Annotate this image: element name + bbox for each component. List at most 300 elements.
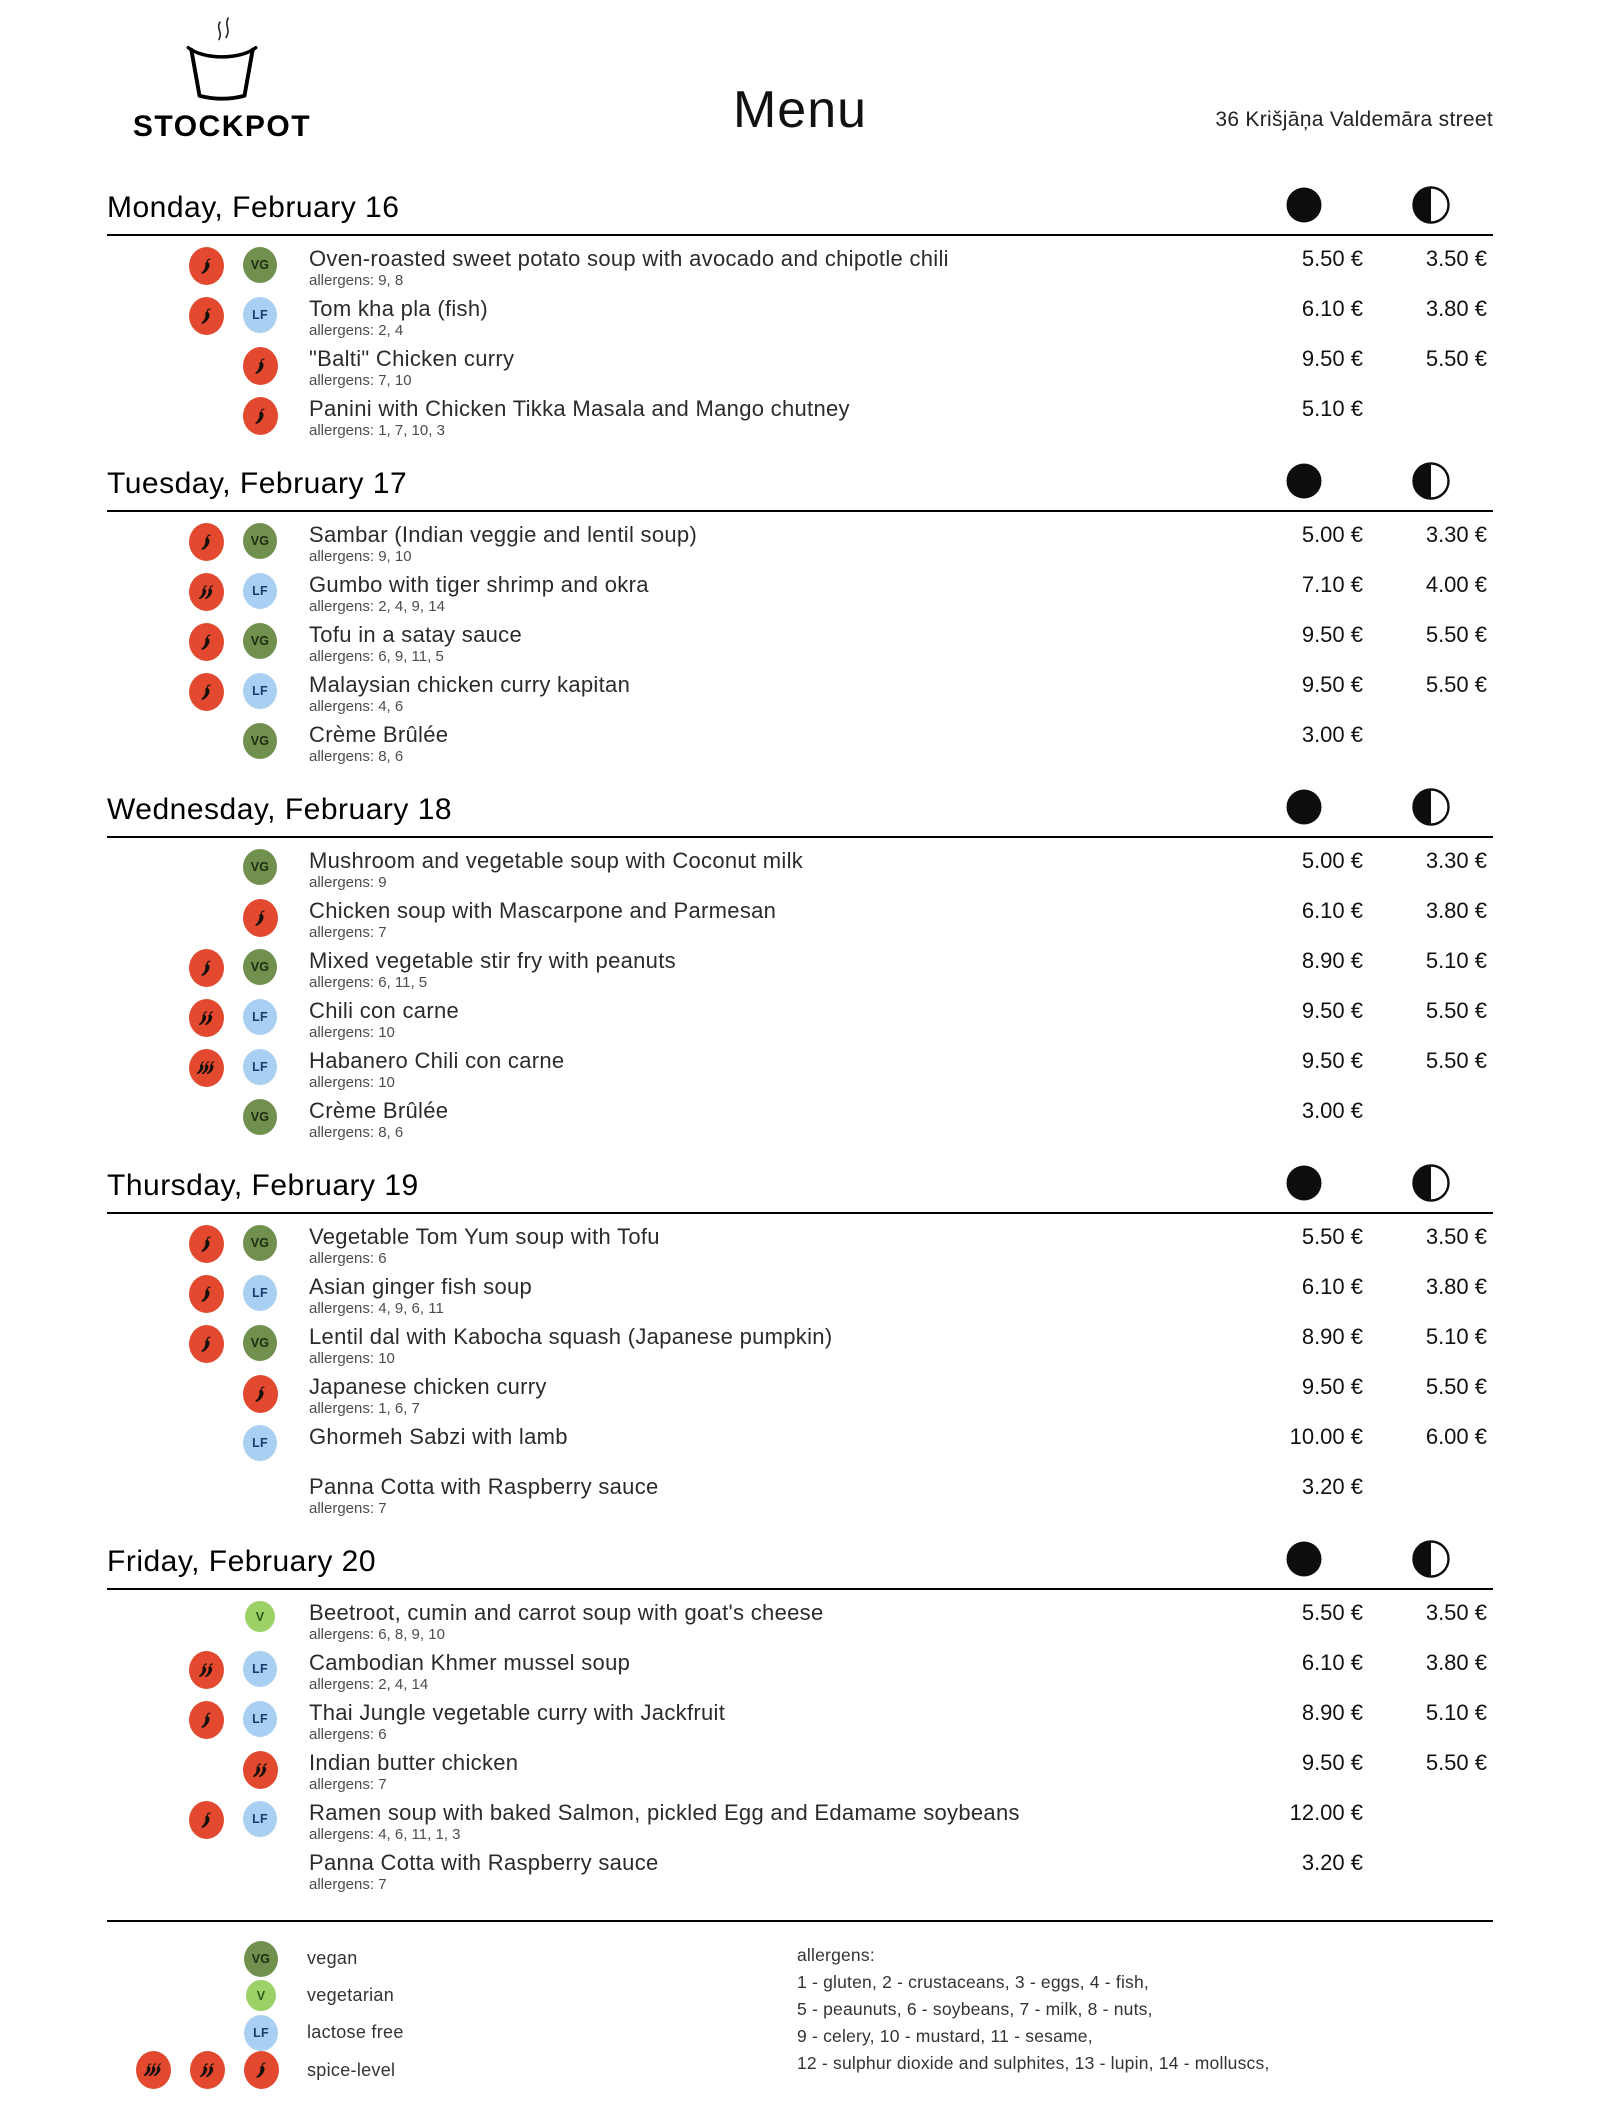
legend-row: [107, 2014, 797, 2051]
spice-icon-cell: [179, 1800, 233, 1844]
stockpot-logo-icon: [107, 16, 337, 108]
day-header: [107, 462, 1493, 512]
indent-spacer: [107, 948, 179, 992]
spice-level-1-icon: [189, 523, 224, 561]
item-price-full: 6.10 €: [1301, 1274, 1363, 1299]
item-price-full: 10.00 €: [1289, 1424, 1363, 1449]
item-price-full: 8.90 €: [1301, 1324, 1363, 1349]
day-items: [107, 512, 1493, 766]
menu-item-row: [107, 1374, 1493, 1418]
item-price-full: 8.90 €: [1301, 1700, 1363, 1725]
diet-legend: [107, 1940, 797, 2089]
half-portion-cell: [1369, 788, 1493, 831]
diet-icon-cell: [233, 1424, 287, 1468]
menu-item-row: [107, 1800, 1493, 1844]
legend-icon-cell: [234, 2015, 288, 2051]
item-price-full: 5.50 €: [1301, 1600, 1363, 1625]
day-section: [107, 1540, 1493, 1894]
item-text: [287, 948, 1239, 992]
item-text: [287, 1424, 1239, 1468]
menu-item-row: [107, 722, 1493, 766]
item-name: Habanero Chili con carne: [309, 1048, 565, 1073]
indent-spacer: [107, 622, 179, 666]
item-price-full: 5.10 €: [1301, 396, 1363, 421]
vegan-icon: VG: [243, 523, 277, 559]
allergen-legend-line: 5 - peaunuts, 6 - soybeans, 7 - milk, 8 - nuts,: [797, 1999, 1153, 2019]
spice-level-1-icon: [243, 1375, 278, 1413]
diet-icon-cell: [233, 998, 287, 1042]
spice-level-1-icon: [189, 1701, 224, 1739]
vegan-icon: VG: [243, 1225, 277, 1261]
item-text: [287, 1474, 1239, 1518]
lactose-free-icon: LF: [243, 297, 277, 333]
item-price-full: 8.90 €: [1301, 948, 1363, 973]
item-price-full: 7.10 €: [1301, 572, 1363, 597]
item-allergens: allergens: 2, 4, 9, 14: [309, 598, 445, 615]
indent-spacer: [107, 572, 179, 616]
item-name: Crème Brûlée: [309, 722, 449, 747]
item-price-half: 6.00 €: [1425, 1424, 1487, 1449]
vegan-icon: VG: [243, 849, 277, 885]
item-price-full: 6.10 €: [1301, 898, 1363, 923]
item-price-half: 4.00 €: [1425, 572, 1487, 597]
diet-icon-cell: [233, 346, 287, 390]
spice-icon-cell: [179, 1850, 233, 1894]
lactose-free-icon: LF: [243, 1049, 277, 1085]
indent-spacer: [107, 848, 179, 892]
menu-item-row: [107, 396, 1493, 440]
vegan-icon: VG: [243, 1325, 277, 1361]
day-title: Tuesday, February 17: [107, 466, 408, 500]
item-allergens: allergens: 7, 10: [309, 372, 412, 389]
menu-item-row: [107, 296, 1493, 340]
indent-spacer: [107, 246, 179, 290]
lactose-free-icon: LF: [243, 1701, 277, 1737]
spice-icon-cell: [179, 1274, 233, 1318]
item-allergens: allergens: 2, 4: [309, 322, 404, 339]
day-items: [107, 1590, 1493, 1894]
item-price-half: 5.10 €: [1425, 1324, 1487, 1349]
full-portion-circle-icon: [1285, 1164, 1323, 1207]
menu-item-row: [107, 1424, 1493, 1468]
item-price-half: 5.50 €: [1425, 1374, 1487, 1399]
item-text: [287, 1048, 1239, 1092]
item-name: Crème Brûlée: [309, 1098, 449, 1123]
diet-icon-cell: [233, 246, 287, 290]
vegetarian-icon: V: [245, 1601, 275, 1632]
item-name: Vegetable Tom Yum soup with Tofu: [309, 1224, 660, 1249]
spice-icon-cell: [179, 1650, 233, 1694]
indent-spacer: [107, 346, 179, 390]
item-allergens: allergens: 6: [309, 1250, 387, 1267]
item-text: [287, 522, 1239, 566]
item-price-half: [1369, 722, 1493, 766]
item-price-half: 5.50 €: [1425, 622, 1487, 647]
day-items: [107, 236, 1493, 440]
item-name: Oven-roasted sweet potato soup with avocado and chipotle chili: [309, 246, 949, 271]
day-title: Friday, February 20: [107, 1544, 377, 1578]
item-text: [287, 246, 1239, 290]
item-text: [287, 1650, 1239, 1694]
item-allergens: allergens: 8, 6: [309, 748, 404, 765]
diet-icon-cell: [233, 722, 287, 766]
diet-icon-cell: [233, 1850, 287, 1894]
item-price-half: [1369, 1850, 1493, 1894]
item-allergens: allergens: 4, 9, 6, 11: [309, 1300, 444, 1317]
days-list: [107, 186, 1493, 1894]
legend-icon-cell: [234, 1941, 288, 1977]
full-portion-circle-icon: [1285, 1540, 1323, 1583]
item-allergens: allergens: 7: [309, 1876, 387, 1893]
lactose-free-icon: LF: [243, 1651, 277, 1687]
spice-level-2-icon: [190, 2051, 225, 2089]
half-portion-cell: [1369, 1164, 1493, 1207]
item-price-half: [1369, 1800, 1493, 1844]
indent-spacer: [107, 1374, 179, 1418]
diet-icon-cell: [233, 848, 287, 892]
spice-icon-cell: [179, 1474, 233, 1518]
item-text: [287, 1750, 1239, 1794]
spice-level-2-icon: [189, 1651, 224, 1689]
item-allergens: allergens: 4, 6, 11, 1, 3: [309, 1826, 461, 1843]
spice-icon-cell: [179, 1048, 233, 1092]
diet-icon-cell: [233, 1324, 287, 1368]
spice-icon-cell: [179, 1750, 233, 1794]
legend-icon-cell: [234, 2051, 288, 2089]
spice-level-3-icon: [189, 1049, 224, 1087]
vegetarian-icon: V: [246, 1980, 276, 2011]
allergen-legend-title: allergens:: [797, 1945, 875, 1965]
item-price-half: 3.30 €: [1425, 848, 1487, 873]
half-portion-circle-icon: [1412, 462, 1450, 505]
item-price-full: 5.50 €: [1301, 246, 1363, 271]
item-text: [287, 1600, 1239, 1644]
half-portion-cell: [1369, 1540, 1493, 1583]
indent-spacer: [107, 722, 179, 766]
item-name: Chili con carne: [309, 998, 460, 1023]
item-allergens: allergens: 4, 6: [309, 698, 404, 715]
spice-level-1-icon: [189, 949, 224, 987]
item-price-half: 5.50 €: [1425, 672, 1487, 697]
diet-icon-cell: [233, 1224, 287, 1268]
spice-level-3-icon: [136, 2051, 171, 2089]
item-name: Ghormeh Sabzi with lamb: [309, 1424, 568, 1449]
allergen-legend-lines: [797, 1969, 1493, 2077]
item-price-full: 5.00 €: [1301, 848, 1363, 873]
legend-row: [107, 1977, 797, 2014]
diet-icon-cell: [233, 396, 287, 440]
spice-level-2-icon: [243, 1751, 278, 1789]
spice-icon-cell: [179, 848, 233, 892]
indent-spacer: [107, 396, 179, 440]
vegan-icon: VG: [243, 1099, 277, 1135]
menu-item-row: [107, 1750, 1493, 1794]
day-header: [107, 186, 1493, 236]
diet-icon-cell: [233, 1650, 287, 1694]
legend-icon-cell: [234, 1980, 288, 2011]
item-price-half: 3.50 €: [1425, 1224, 1487, 1249]
indent-spacer: [107, 296, 179, 340]
item-text: [287, 346, 1239, 390]
item-name: Ramen soup with baked Salmon, pickled Egg and Edamame soybeans: [309, 1800, 1020, 1825]
item-allergens: allergens: 7: [309, 1776, 387, 1793]
menu-item-row: [107, 1650, 1493, 1694]
item-name: Beetroot, cumin and carrot soup with goat's cheese: [309, 1600, 824, 1625]
item-name: Thai Jungle vegetable curry with Jackfruit: [309, 1700, 726, 1725]
menu-item-row: [107, 1700, 1493, 1744]
item-name: Chicken soup with Mascarpone and Parmesan: [309, 898, 777, 923]
item-price-full: 9.50 €: [1301, 672, 1363, 697]
legend-row: [107, 2051, 797, 2089]
item-price-half: 3.80 €: [1425, 1650, 1487, 1675]
diet-icon-cell: [233, 1800, 287, 1844]
lactose-free-icon: LF: [243, 1275, 277, 1311]
menu-item-row: [107, 948, 1493, 992]
spice-level-2-icon: [189, 999, 224, 1037]
item-price-half: 5.50 €: [1425, 1750, 1487, 1775]
full-portion-cell: [1239, 462, 1369, 505]
diet-icon-cell: [233, 1048, 287, 1092]
item-price-half: 3.80 €: [1425, 898, 1487, 923]
item-allergens: allergens: 1, 6, 7: [309, 1400, 420, 1417]
indent-spacer: [107, 1750, 179, 1794]
diet-icon-cell: [233, 522, 287, 566]
item-price-full: 5.00 €: [1301, 522, 1363, 547]
menu-item-row: [107, 622, 1493, 666]
diet-icon-cell: [233, 572, 287, 616]
spice-icon-cell: [179, 1700, 233, 1744]
item-name: Lentil dal with Kabocha squash (Japanese pumpkin): [309, 1324, 833, 1349]
item-price-half: 5.50 €: [1425, 346, 1487, 371]
spice-icon-cell: [179, 346, 233, 390]
allergen-legend-line: 1 - gluten, 2 - crustaceans, 3 - eggs, 4 - fish,: [797, 1972, 1149, 1992]
vegan-icon: VG: [243, 949, 277, 985]
item-text: [287, 1374, 1239, 1418]
diet-icon-cell: [233, 1474, 287, 1518]
indent-spacer: [107, 1224, 179, 1268]
legend-icon-cell: [126, 2051, 180, 2089]
menu-item-row: [107, 1224, 1493, 1268]
legend-icon-cell: [180, 2051, 234, 2089]
item-text: [287, 1850, 1239, 1894]
item-name: Panna Cotta with Raspberry sauce: [309, 1850, 659, 1875]
item-allergens: allergens: 6, 9, 11, 5: [309, 648, 444, 665]
spice-icon-cell: [179, 1098, 233, 1142]
item-allergens: allergens: 10: [309, 1350, 395, 1367]
item-allergens: [309, 1450, 1239, 1468]
item-price-half: [1369, 1474, 1493, 1518]
diet-icon-cell: [233, 1600, 287, 1644]
lactose-free-icon: LF: [243, 673, 277, 709]
menu-item-row: [107, 246, 1493, 290]
full-portion-cell: [1239, 186, 1369, 229]
item-price-full: 9.50 €: [1301, 1750, 1363, 1775]
item-name: Malaysian chicken curry kapitan: [309, 672, 631, 697]
brand-name: STOCKPOT: [132, 110, 312, 143]
spice-icon-cell: [179, 1424, 233, 1468]
lactose-free-icon: LF: [243, 1801, 277, 1837]
spice-icon-cell: [179, 898, 233, 942]
lactose-free-icon: LF: [243, 573, 277, 609]
vegan-icon: VG: [243, 623, 277, 659]
indent-spacer: [107, 1474, 179, 1518]
item-price-half: 3.50 €: [1425, 1600, 1487, 1625]
day-header: [107, 1540, 1493, 1590]
indent-spacer: [107, 1324, 179, 1368]
indent-spacer: [107, 1098, 179, 1142]
allergen-legend: [797, 1940, 1493, 2089]
item-text: [287, 1700, 1239, 1744]
legend-label: spice-level: [307, 2059, 396, 2080]
item-price-half: [1369, 1098, 1493, 1142]
page-title: Menu: [732, 81, 868, 139]
spice-icon-cell: [179, 296, 233, 340]
half-portion-circle-icon: [1412, 1540, 1450, 1583]
lactose-free-icon: LF: [244, 2015, 278, 2051]
menu-item-row: [107, 1474, 1493, 1518]
spice-icon-cell: [179, 1224, 233, 1268]
menu-item-row: [107, 1850, 1493, 1894]
diet-icon-cell: [233, 1274, 287, 1318]
item-name: Mushroom and vegetable soup with Coconut milk: [309, 848, 804, 873]
day-items: [107, 838, 1493, 1142]
brand-logo: [107, 16, 337, 144]
item-price-half: 3.30 €: [1425, 522, 1487, 547]
menu-item-row: [107, 522, 1493, 566]
spice-level-2-icon: [189, 573, 224, 611]
spice-level-1-icon: [189, 297, 224, 335]
header: [107, 16, 1493, 164]
spice-level-1-icon: [189, 1801, 224, 1839]
lactose-free-icon: LF: [243, 999, 277, 1035]
half-portion-cell: [1369, 186, 1493, 229]
item-price-full: 3.20 €: [1301, 1850, 1363, 1875]
spice-icon-cell: [179, 1374, 233, 1418]
diet-icon-cell: [233, 898, 287, 942]
diet-icon-cell: [233, 672, 287, 716]
vegan-icon: VG: [244, 1941, 278, 1977]
spice-icon-cell: [179, 1600, 233, 1644]
item-text: [287, 296, 1239, 340]
item-text: [287, 672, 1239, 716]
item-name: Tofu in a satay sauce: [309, 622, 522, 647]
vegan-icon: VG: [243, 723, 277, 759]
indent-spacer: [107, 1850, 179, 1894]
item-price-full: 9.50 €: [1301, 1374, 1363, 1399]
spice-icon-cell: [179, 722, 233, 766]
item-price-half: 5.10 €: [1425, 948, 1487, 973]
item-text: [287, 1324, 1239, 1368]
item-name: Gumbo with tiger shrimp and okra: [309, 572, 649, 597]
full-portion-circle-icon: [1285, 788, 1323, 831]
item-price-full: 6.10 €: [1301, 1650, 1363, 1675]
day-header: [107, 1164, 1493, 1214]
item-name: "Balti" Chicken curry: [309, 346, 515, 371]
indent-spacer: [107, 1800, 179, 1844]
diet-icon-cell: [233, 1374, 287, 1418]
menu-item-row: [107, 1048, 1493, 1092]
day-title: Wednesday, February 18: [107, 792, 453, 826]
indent-spacer: [107, 1700, 179, 1744]
item-allergens: allergens: 9, 10: [309, 548, 412, 565]
full-portion-cell: [1239, 1164, 1369, 1207]
legend-footer: [107, 1920, 1493, 2089]
legend-row: [107, 1940, 797, 1977]
half-portion-circle-icon: [1412, 186, 1450, 229]
item-text: [287, 1800, 1239, 1844]
indent-spacer: [107, 1424, 179, 1468]
item-text: [287, 1274, 1239, 1318]
item-name: Panna Cotta with Raspberry sauce: [309, 1474, 659, 1499]
half-portion-circle-icon: [1412, 788, 1450, 831]
item-text: [287, 572, 1239, 616]
day-title: Monday, February 16: [107, 190, 400, 224]
half-portion-cell: [1369, 462, 1493, 505]
menu-item-row: [107, 572, 1493, 616]
spice-level-1-icon: [243, 397, 278, 435]
menu-item-row: [107, 1324, 1493, 1368]
item-allergens: allergens: 10: [309, 1024, 395, 1041]
indent-spacer: [107, 1600, 179, 1644]
spice-level-1-icon: [243, 347, 278, 385]
day-section: [107, 788, 1493, 1142]
diet-icon-cell: [233, 948, 287, 992]
spice-icon-cell: [179, 572, 233, 616]
day-items: [107, 1214, 1493, 1518]
item-allergens: allergens: 7: [309, 1500, 387, 1517]
day-header: [107, 788, 1493, 838]
menu-item-row: [107, 848, 1493, 892]
spice-icon-cell: [179, 622, 233, 666]
item-name: Panini with Chicken Tikka Masala and Mango chutney: [309, 396, 850, 421]
item-price-full: 9.50 €: [1301, 1048, 1363, 1073]
indent-spacer: [107, 522, 179, 566]
menu-item-row: [107, 346, 1493, 390]
item-name: Indian butter chicken: [309, 1750, 519, 1775]
item-text: [287, 1098, 1239, 1142]
indent-spacer: [107, 1048, 179, 1092]
full-portion-circle-icon: [1285, 186, 1323, 229]
indent-spacer: [107, 1650, 179, 1694]
day-section: [107, 1164, 1493, 1518]
item-price-half: [1369, 396, 1493, 440]
item-text: [287, 722, 1239, 766]
item-name: Tom kha pla (fish): [309, 296, 489, 321]
indent-spacer: [107, 998, 179, 1042]
vegan-icon: VG: [243, 247, 277, 283]
spice-level-1-icon: [189, 623, 224, 661]
menu-item-row: [107, 1274, 1493, 1318]
full-portion-cell: [1239, 788, 1369, 831]
item-price-full: 9.50 €: [1301, 622, 1363, 647]
item-allergens: allergens: 2, 4, 14: [309, 1676, 429, 1693]
full-portion-cell: [1239, 1540, 1369, 1583]
spice-icon-cell: [179, 396, 233, 440]
day-section: [107, 462, 1493, 766]
spice-icon-cell: [179, 1324, 233, 1368]
indent-spacer: [107, 672, 179, 716]
spice-level-1-icon: [189, 247, 224, 285]
spice-icon-cell: [179, 246, 233, 290]
item-price-half: 3.80 €: [1425, 296, 1487, 321]
diet-icon-cell: [233, 1750, 287, 1794]
item-price-full: 9.50 €: [1301, 346, 1363, 371]
menu-item-row: [107, 998, 1493, 1042]
menu-item-row: [107, 898, 1493, 942]
item-allergens: allergens: 9, 8: [309, 272, 404, 289]
lactose-free-icon: LF: [243, 1425, 277, 1461]
item-price-half: 5.50 €: [1425, 1048, 1487, 1073]
